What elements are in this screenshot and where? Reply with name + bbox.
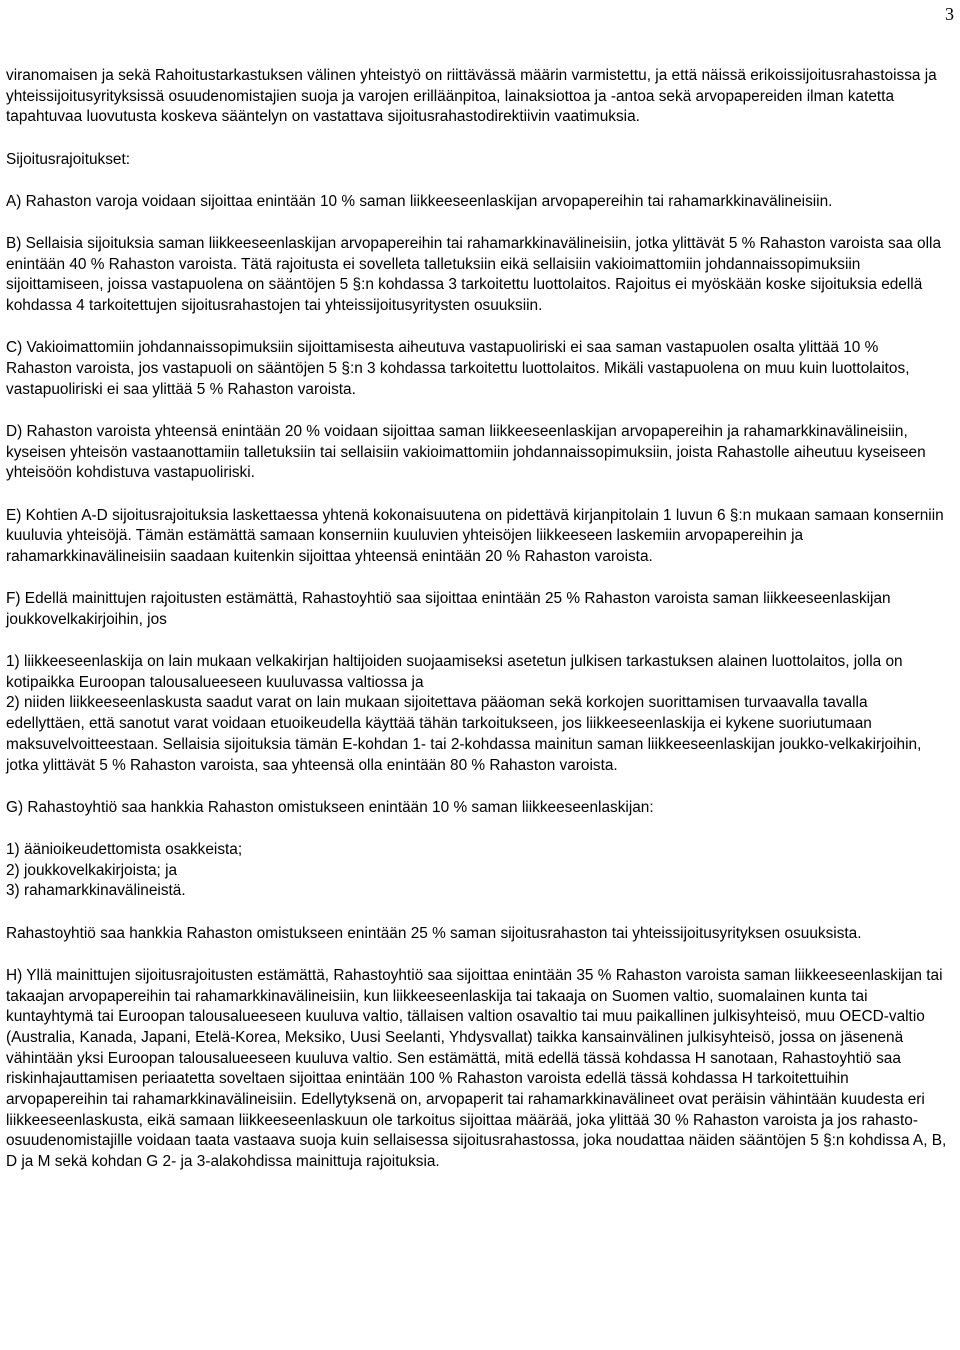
list-item-f1: 1) liikkeeseenlaskija on lain mukaan velkakirjan haltijoiden suojaamiseksi asetetun julkisen tarkastuksen alainen luottolaitos, jolla on kotipaikka Euroopan talousalueeseen kuuluvassa valtiossa ja [6, 653, 903, 691]
paragraph-g: G) Rahastoyhtiö saa hankkia Rahaston omistukseen enintään 10 % saman liikkeeseenlaskijan: [6, 798, 654, 816]
list-item-g2: 2) joukkovelkakirjoista; ja [6, 861, 178, 879]
section-heading: Sijoitusrajoitukset: [6, 150, 131, 168]
intro-paragraph: viranomaisen ja sekä Rahoitustarkastuksen välinen yhteistyö on riittävässä määrin varmistettu, ja että näissä erikoissijoitusrahastoissa ja yhteissijoitusyrityksissä osuudenomistajien suoja ja varojen erilläänpitoa, lainaksiottoa ja -antoa sekä arvopapereiden ilman katetta tapahtuvaa luovutusta koskeva sääntelyn on vastattava sijoitusrahastodirektiivin vaatimuksia. [6, 67, 937, 126]
paragraph-b: B) Sellaisia sijoituksia saman liikkeeseenlaskijan arvopapereihin tai rahamarkkinavälineisiin, jotka ylittävät 5 % Rahaston varoista saa olla enintään 40 % Rahaston varoista. Tätä rajoitusta ei sovelleta talletuksiin eikä sellaisiin vakioimattomiin johdannaissopimuksiin sijoittamiseen, joissa vastapuolena on sääntöjen 5 §:n kohdassa 3 tarkoitettu luottolaitos. Rajoitus ei myöskään koske sijoituksia edellä kohdassa 4 tarkoitettujen sijoitusrahastojen tai yhteissijoitusyritysten osuuksiin. [6, 235, 942, 315]
list-item-f2: 2) niiden liikkeeseenlaskusta saadut varat on lain mukaan sijoitettava pääoman sekä korkojen suorittamisen turvaavalla tavalla edellyttäen, että sanotut varat voidaan etuoikeudella käyttää tähän tarkoitukseen, jos liikkeeseenlaskija ei kykene suoriutumaan maksuvelvoitteestaan. Sellaisia sijoituksia tämän E-kohdan 1- tai 2-kohdassa mainitun saman liikkeeseenlaskijan joukko-velkakirjoihin, jotka ylittävät 5 % Rahaston varoista, saa yhteensä olla enintään 80 % Rahaston varoista. [6, 694, 922, 774]
list-item-g1: 1) äänioikeudettomista osakkeista; [6, 840, 243, 858]
paragraph-f: F) Edellä mainittujen rajoitusten estämättä, Rahastoyhtiö saa sijoittaa enintään 25 % Rahaston varoista saman liikkeeseenlaskijan joukkovelkakirjoihin, jos [6, 590, 891, 628]
paragraph-c: C) Vakioimattomiin johdannaissopimuksiin sijoittamisesta aiheutuva vastapuoliriski ei saa saman vastapuolen osalta ylittää 10 % Rahaston varoista, jos vastapuoli on sääntöjen 5 §:n 3 kohdassa tarkoitettu luottolaitos. Mikäli vastapuolena on muu kuin luottolaitos, vastapuoliriski ei saa ylittää 5 % Rahaston varoista. [6, 339, 910, 398]
paragraph-d: D) Rahaston varoista yhteensä enintään 20 % voidaan sijoittaa saman liikkeeseenlaskijan arvopapereihin ja rahamarkkinavälineisiin, kyseisen yhteisön vastaanottamiin talletuksiin tai sellaisiin vakioimattomiin johdannaissopimuksiin, joista Rahastolle aiheutuu kyseiseen yhteisöön kohdistuva vastapuoliriski. [6, 422, 926, 482]
list-item-g3: 3) rahamarkkinavälineistä. [6, 882, 186, 900]
paragraph-h: H) Yllä mainittujen sijoitusrajoitusten estämättä, Rahastoyhtiö saa sijoittaa enintään 35 % Rahaston varoista saman liikkeeseenlaskijan tai takaajan arvopapereihin tai rahamarkkinavälineisiin, kun liikkeeseenlaskija tai takaaja on Suomen valtio, suomalainen kunta tai kuntayhtymä tai Euroopan talousalueeseen kuuluva valtio, tällaisen valtion osavaltio tai muu paikallinen julkisyhteisö, muu OECD-valtio (Australia, Kanada, Japani, Etelä-Korea, Meksiko, Uusi Seelanti, Yhdysvallat) taikka kansainvälinen julkisyhteisö, jossa on jäsenenä vähintään yksi Euroopan talousalueeseen kuuluva valtio. Sen estämättä, mitä edellä tässä kohdassa H sanotaan, Rahastoyhtiö saa riskinhajauttamisen periaatetta soveltaen sijoittaa enintään 100 % Rahaston varoista edellä tässä kohdassa H tarkoitettuihin arvopapereihin tai rahamarkkinavälineisiin. Edellytyksenä on, arvopaperit tai rahamarkkinavälineet ovat peräisin vähintään kuudesta eri liikkeeseenlaskusta, eikä samaan liikkeeseenlaskuun ole tarkoitus sijoittaa määrää, joka ylittää 30 % Rahaston varoista ja jos rahasto-osuudenomistajille voidaan taata vastaava suoja kuin sellaisessa sijoitusrahastossa, joka noudattaa näiden sääntöjen 5 §:n kohdissa A, B, D ja M sekä kohdan G 2- ja 3-alakohdissa mainittuja rajoituksia. [6, 966, 947, 1171]
paragraph-a: A) Rahaston varoja voidaan sijoittaa enintään 10 % saman liikkeeseenlaskijan arvopapereihin tai rahamarkkinavälineisiin. [6, 192, 833, 210]
paragraph-fund-units: Rahastoyhtiö saa hankkia Rahaston omistukseen enintään 25 % saman sijoitusrahaston tai yhteissijoitusyrityksen osuuksista. [6, 924, 862, 942]
page-number: 3 [945, 4, 954, 24]
document-body [6, 66, 948, 1194]
paragraph-e: E) Kohtien A-D sijoitusrajoituksia laskettaessa yhtenä kokonaisuutena on pidettävä kirjanpitolain 1 luvun 6 §:n mukaan samaan konserniin kuuluvia yhteisöjä. Tämän estämättä samaan konserniin kuuluvien yhteisöjen liikkeeseen laskemiin arvopapereihin ja rahamarkkinavälineisiin saadaan kuitenkin sijoittaa yhteensä enintään 20 % Rahaston varoista. [6, 506, 944, 565]
